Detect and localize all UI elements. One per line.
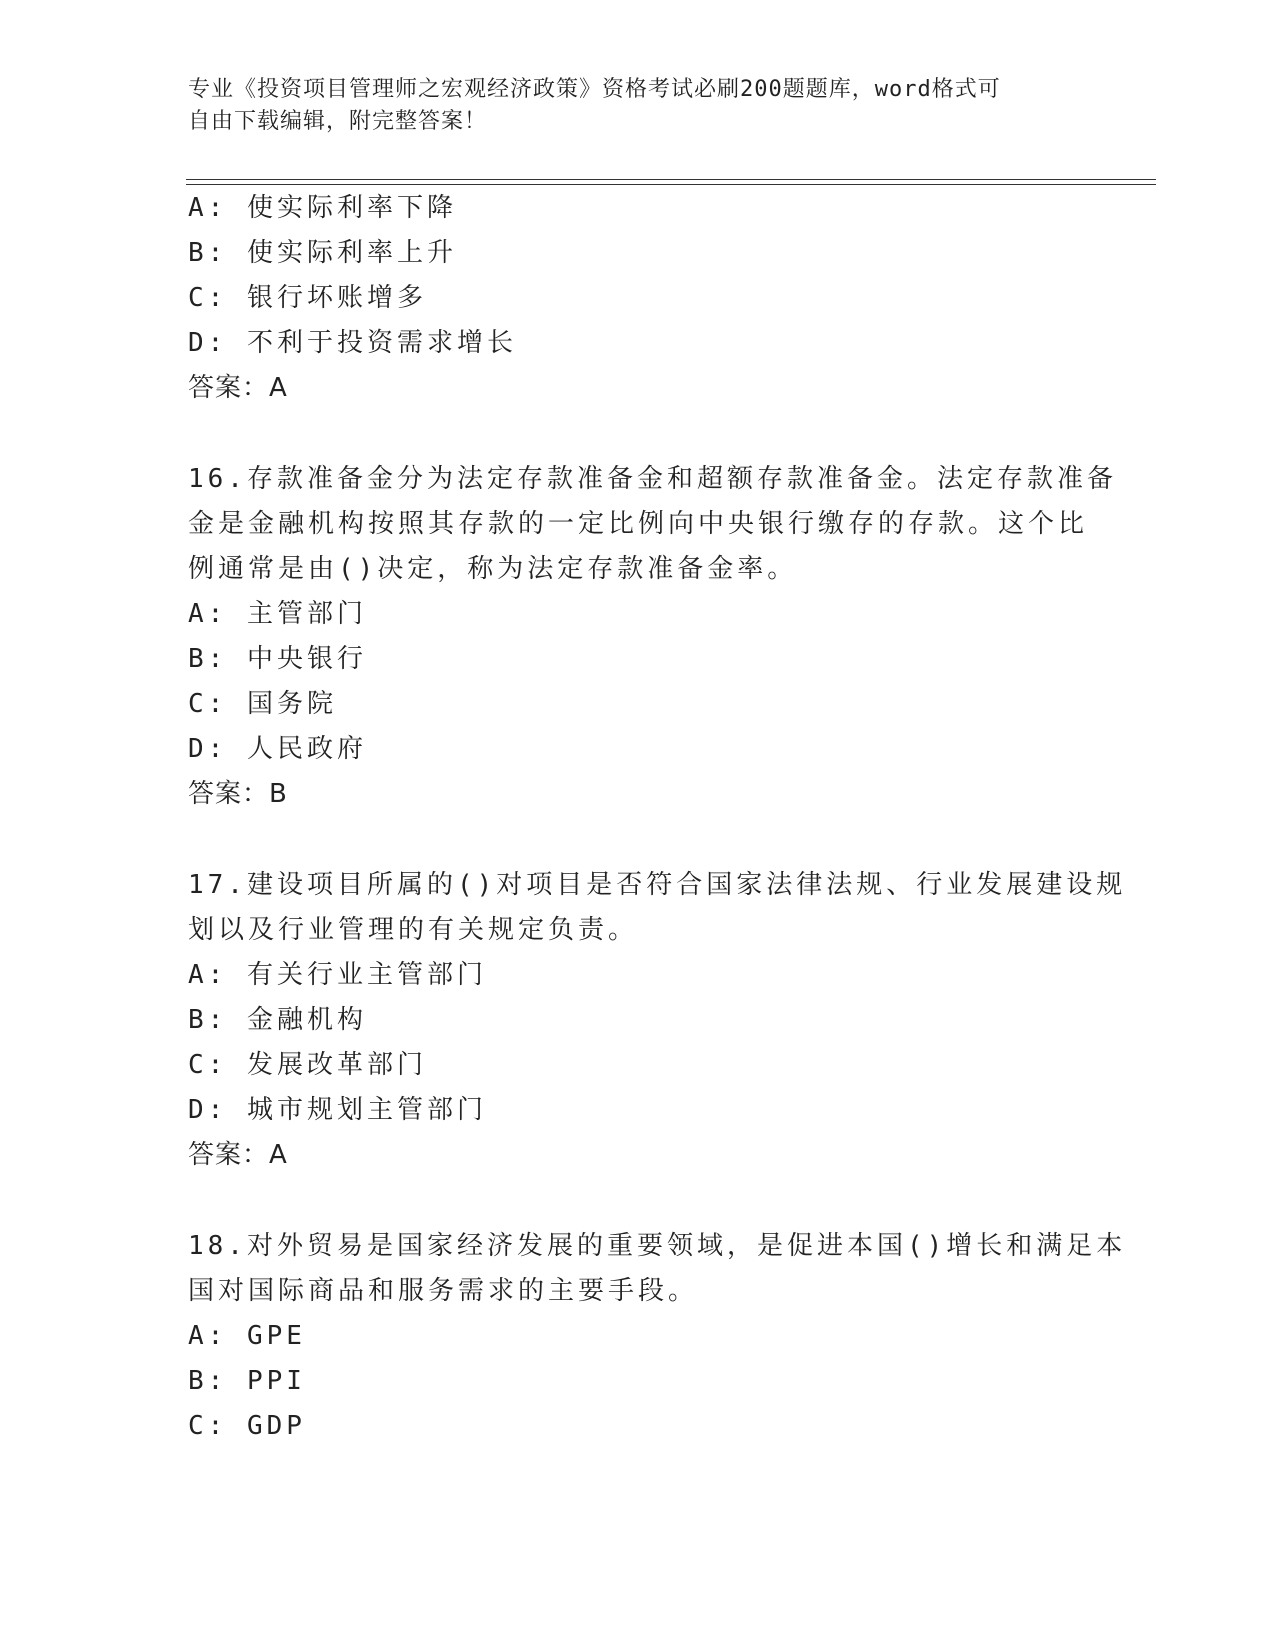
question-stem-line: 18.对外贸易是国家经济发展的重要领域，是促进本国()增长和满足本 [188, 1231, 1127, 1261]
option-a: A: 主管部门 [188, 599, 367, 629]
option-d: D: 不利于投资需求增长 [188, 328, 517, 358]
option-c: C: 国务院 [188, 689, 337, 719]
option-c: C: 银行坏账增多 [188, 283, 427, 313]
header-divider-bottom [186, 184, 1156, 185]
answer: 答案：B [188, 779, 288, 809]
header-divider-top [186, 179, 1156, 180]
option-a: A: 有关行业主管部门 [188, 960, 487, 990]
option-d: D: 人民政府 [188, 734, 367, 764]
question-stem-line: 17.建设项目所属的()对项目是否符合国家法律法规、行业发展建设规 [188, 870, 1127, 900]
option-c: C: 发展改革部门 [188, 1050, 427, 1080]
header-line-2: 自由下载编辑，附完整答案！ [188, 109, 488, 134]
option-b: B: PPI [188, 1366, 306, 1396]
answer: 答案：A [188, 1140, 288, 1170]
option-b: B: 使实际利率上升 [188, 238, 457, 268]
question-stem-line: 划以及行业管理的有关规定负责。 [188, 915, 639, 945]
option-a: A: 使实际利率下降 [188, 193, 457, 223]
header-line-1: 专业《投资项目管理师之宏观经济政策》资格考试必刷200题题库，word格式可 [188, 77, 1001, 102]
option-d: D: 城市规划主管部门 [188, 1095, 487, 1125]
document-header [188, 74, 1068, 138]
question-stem-line: 例通常是由()决定，称为法定存款准备金率。 [188, 554, 798, 584]
option-b: B: 金融机构 [188, 1005, 367, 1035]
question-stem-line: 国对国际商品和服务需求的主要手段。 [188, 1276, 699, 1306]
option-a: A: GPE [188, 1321, 306, 1351]
answer: 答案：A [188, 373, 288, 403]
question-stem-line: 金是金融机构按照其存款的一定比例向中央银行缴存的存款。这个比 [188, 509, 1089, 539]
question-stem-line: 16.存款准备金分为法定存款准备金和超额存款准备金。法定存款准备 [188, 464, 1117, 494]
option-c: C: GDP [188, 1411, 306, 1441]
option-b: B: 中央银行 [188, 644, 367, 674]
